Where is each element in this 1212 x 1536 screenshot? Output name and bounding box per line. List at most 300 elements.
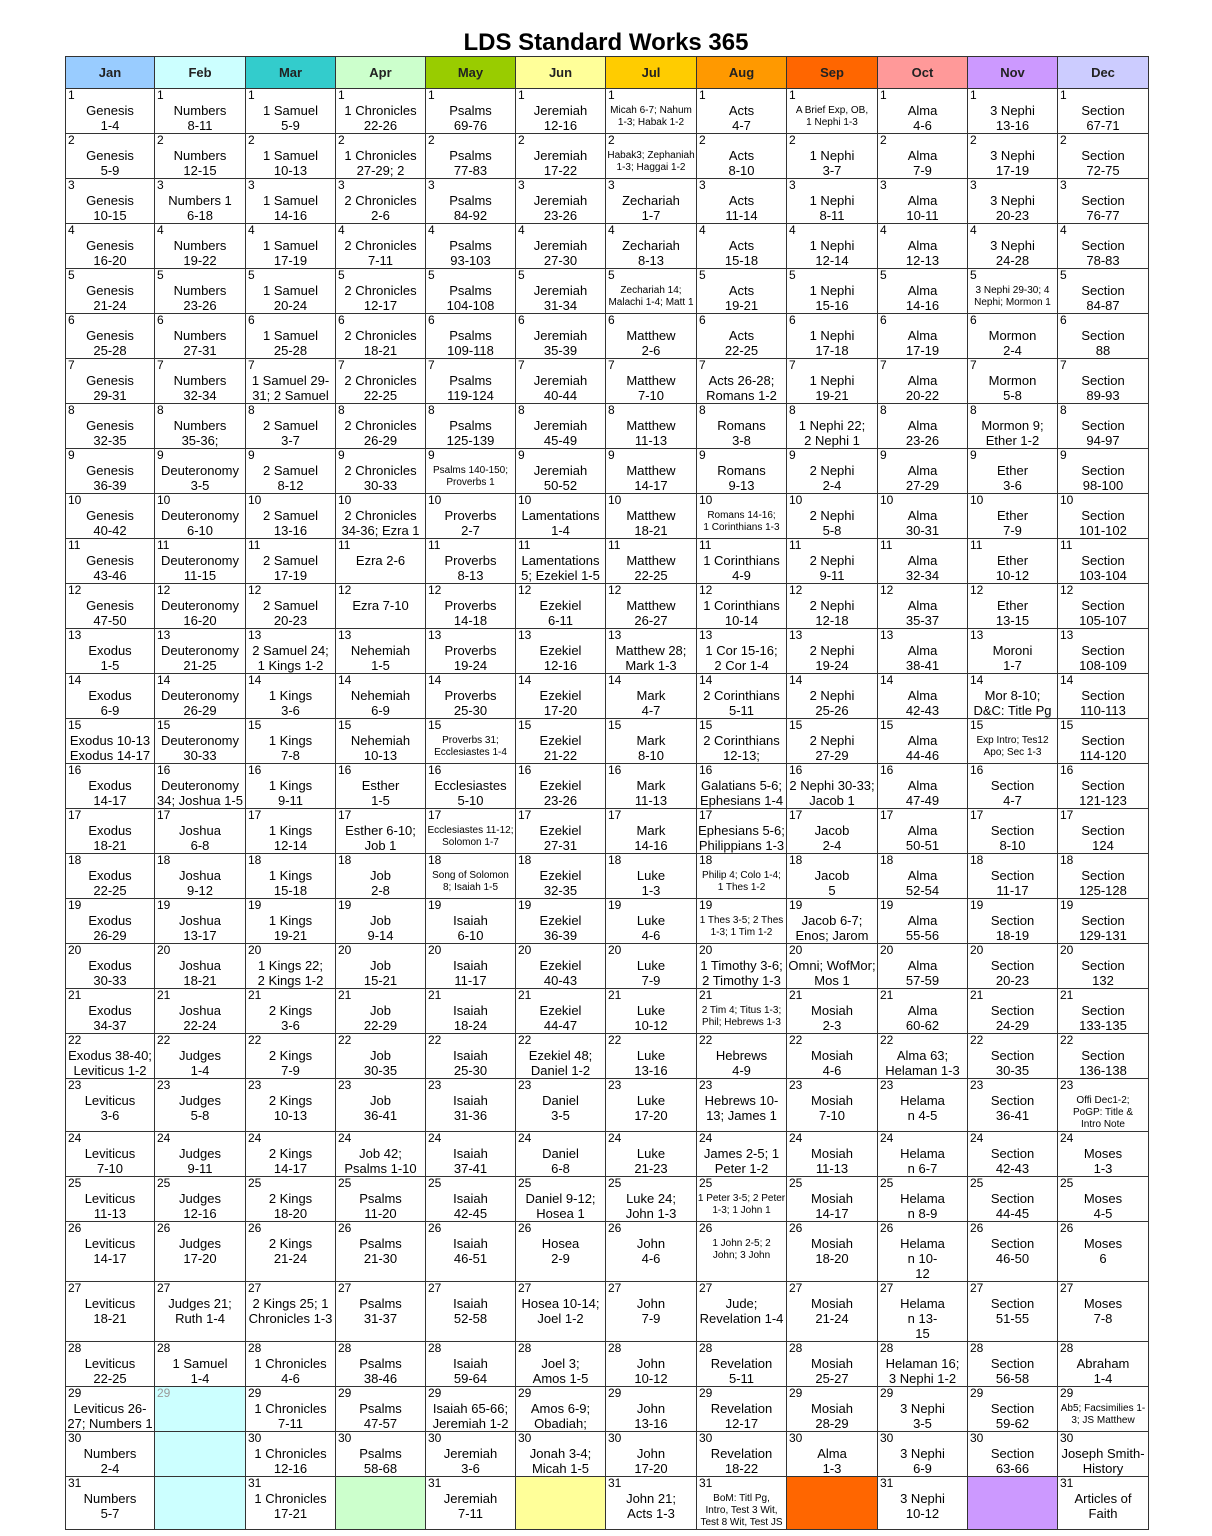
reading-text: Section 132 — [1081, 958, 1125, 988]
day-number: 26 — [518, 1221, 532, 1235]
reading-text: Ezekiel 40-43 — [539, 958, 582, 988]
reading-text: Section 42-43 — [990, 1146, 1035, 1176]
day-cell — [1058, 1177, 1149, 1222]
day-cell — [516, 989, 606, 1034]
reading-text: Section 46-50 — [990, 1236, 1035, 1266]
day-number: 7 — [608, 358, 615, 372]
day-cell — [606, 1034, 697, 1079]
day-cell — [155, 584, 246, 629]
day-number: 14 — [1060, 673, 1074, 687]
day-number: 16 — [518, 763, 532, 777]
reading-text: Genesis 29-31 — [86, 373, 134, 403]
reading-text: Helama n 13- 15 — [900, 1296, 945, 1341]
day-cell — [426, 764, 516, 809]
reading-text: Genesis 21-24 — [86, 283, 134, 313]
day-cell — [336, 1387, 426, 1432]
day-cell — [246, 449, 336, 494]
day-cell — [606, 1432, 697, 1477]
day-cell — [155, 449, 246, 494]
day-cell — [66, 764, 155, 809]
day-cell — [336, 629, 426, 674]
day-cell — [787, 1387, 878, 1432]
reading-text: Section 89-93 — [1081, 373, 1125, 403]
day-number: 24 — [880, 1131, 894, 1145]
reading-text: Alma 55-56 — [905, 913, 940, 943]
day-number: 12 — [1060, 583, 1074, 597]
reading-text: Moses 7-8 — [1083, 1296, 1123, 1326]
day-number: 29 — [789, 1386, 803, 1400]
reading-text: Mosiah 28-29 — [811, 1401, 853, 1431]
day-cell — [787, 89, 878, 134]
month-header-row — [66, 57, 1149, 89]
reading-text: Psalms 77-83 — [449, 148, 492, 178]
reading-text: John 4-6 — [636, 1236, 666, 1266]
reading-text: Psalms 119-124 — [447, 373, 494, 403]
day-number: 5 — [428, 268, 435, 282]
reading-text: 2 Kings 10-13 — [268, 1093, 313, 1123]
reading-text: Exodus 26-29 — [88, 913, 132, 943]
day-number: 17 — [338, 808, 352, 822]
empty-day-cell — [968, 1477, 1058, 1530]
reading-text: Genesis 1-4 — [86, 103, 134, 133]
day-number: 1 — [789, 88, 796, 102]
day-number: 9 — [248, 448, 255, 462]
day-number: 9 — [1060, 448, 1067, 462]
day-cell — [336, 1079, 426, 1132]
day-cell — [426, 89, 516, 134]
day-cell — [968, 719, 1058, 764]
day-cell — [66, 1222, 155, 1282]
reading-text: Psalms 125-139 — [446, 418, 495, 448]
day-number: 23 — [970, 1078, 984, 1092]
day-number: 8 — [338, 403, 345, 417]
day-cell — [878, 629, 968, 674]
reading-text: Mormon 5-8 — [988, 373, 1037, 403]
day-number: 21 — [428, 988, 442, 1002]
day-cell — [155, 1034, 246, 1079]
reading-text: Section 124 — [1081, 823, 1125, 853]
day-cell — [878, 539, 968, 584]
day-cell — [787, 359, 878, 404]
reading-text: Luke 24; John 1-3 — [625, 1191, 677, 1221]
day-cell — [606, 494, 697, 539]
day-number: 4 — [428, 223, 435, 237]
day-number: 4 — [338, 223, 345, 237]
day-row — [66, 1132, 1149, 1177]
day-number: 14 — [608, 673, 622, 687]
reading-text: Hosea 2-9 — [541, 1236, 580, 1266]
day-cell — [426, 314, 516, 359]
day-cell — [336, 1177, 426, 1222]
reading-text: 2 Nephi 12-18 — [809, 598, 855, 628]
day-cell — [66, 899, 155, 944]
day-number: 28 — [608, 1341, 622, 1355]
reading-text: Ecclesiastes 11-12; Solomon 1-7 — [427, 825, 514, 848]
day-cell — [516, 674, 606, 719]
day-number: 10 — [518, 493, 532, 507]
day-cell — [697, 629, 787, 674]
day-number: 27 — [608, 1281, 622, 1295]
day-cell — [697, 764, 787, 809]
day-number: 25 — [248, 1176, 262, 1190]
reading-text: Isaiah 65-66; Jeremiah 1-2 — [432, 1401, 509, 1431]
day-number: 30 — [428, 1431, 442, 1445]
day-number: 4 — [248, 223, 255, 237]
day-number: 27 — [248, 1281, 262, 1295]
day-number: 12 — [518, 583, 532, 597]
reading-text: Alma 35-37 — [905, 598, 940, 628]
day-cell — [968, 1132, 1058, 1177]
reading-text: Job 36-41 — [363, 1093, 398, 1123]
day-number: 21 — [608, 988, 622, 1002]
day-number: 10 — [699, 493, 713, 507]
reading-text: Section 103-104 — [1079, 553, 1127, 583]
day-number: 25 — [157, 1176, 171, 1190]
reading-text: 1 Samuel 25-28 — [263, 328, 318, 358]
day-number: 23 — [880, 1078, 894, 1092]
reading-text: Alma 44-46 — [905, 733, 940, 763]
reading-text: 2 Nephi 5-8 — [809, 508, 855, 538]
reading-text: Mosiah 7-10 — [811, 1093, 853, 1123]
reading-text: 1 Kings 7-8 — [268, 733, 313, 763]
reading-text: Section 133-135 — [1079, 1003, 1127, 1033]
day-cell — [516, 494, 606, 539]
day-number: 30 — [699, 1431, 713, 1445]
day-number: 17 — [428, 808, 442, 822]
reading-text: Exodus 30-33 — [88, 958, 132, 988]
day-cell — [968, 1177, 1058, 1222]
day-number: 6 — [428, 313, 435, 327]
reading-text: Proverbs 14-18 — [444, 598, 497, 628]
reading-text: Mark 11-13 — [634, 778, 668, 808]
day-cell — [606, 629, 697, 674]
day-cell — [878, 1132, 968, 1177]
day-cell — [516, 404, 606, 449]
day-cell — [426, 1387, 516, 1432]
day-cell — [336, 494, 426, 539]
day-cell — [516, 224, 606, 269]
reading-text: Psalms 109-118 — [447, 328, 494, 358]
reading-text: John 7-9 — [636, 1296, 666, 1326]
day-cell — [246, 1222, 336, 1282]
reading-text: Job 22-29 — [363, 1003, 398, 1033]
day-cell — [606, 359, 697, 404]
day-number: 6 — [699, 313, 706, 327]
day-number: 8 — [518, 403, 525, 417]
day-number: 23 — [518, 1078, 532, 1092]
reading-text: Helama n 6-7 — [900, 1146, 945, 1176]
day-number: 25 — [338, 1176, 352, 1190]
day-number: 24 — [338, 1131, 352, 1145]
reading-text: Luke 7-9 — [636, 958, 666, 988]
day-cell — [1058, 1034, 1149, 1079]
reading-text: Revelation 5-11 — [710, 1356, 773, 1386]
reading-text: Section 105-107 — [1079, 598, 1127, 628]
day-cell — [1058, 89, 1149, 134]
day-cell — [606, 719, 697, 764]
reading-text: Esther 6-10; Job 1 — [345, 823, 416, 853]
day-cell — [155, 1177, 246, 1222]
reading-text: Offi Dec1-2; PoGP: Title & Intro Note — [1072, 1095, 1134, 1130]
day-cell — [1058, 404, 1149, 449]
day-cell — [66, 359, 155, 404]
month-header-oct: Oct — [878, 57, 968, 89]
reading-text: Joshua 22-24 — [179, 1003, 221, 1033]
day-cell — [516, 1132, 606, 1177]
day-cell — [1058, 1387, 1149, 1432]
day-cell — [1058, 269, 1149, 314]
day-number: 29 — [880, 1386, 894, 1400]
day-number: 1 — [970, 88, 977, 102]
day-cell — [968, 539, 1058, 584]
day-number: 15 — [157, 718, 171, 732]
reading-text: Matthew 11-13 — [626, 418, 676, 448]
reading-text: Judges 9-11 — [179, 1146, 221, 1176]
day-number: 15 — [970, 718, 984, 732]
day-cell — [606, 1132, 697, 1177]
reading-text: 1 Timothy 3-6; 2 Timothy 1-3 — [700, 958, 783, 988]
day-number: 1 — [1060, 88, 1067, 102]
day-number: 8 — [880, 403, 887, 417]
day-number: 6 — [1060, 313, 1067, 327]
day-number: 10 — [428, 493, 442, 507]
reading-text: 3 Nephi 29-30; 4 Nephi; Mormon 1 — [974, 285, 1051, 308]
day-number: 8 — [699, 403, 706, 417]
day-number: 7 — [428, 358, 435, 372]
day-cell — [968, 1079, 1058, 1132]
day-cell — [66, 539, 155, 584]
day-number: 16 — [428, 763, 442, 777]
reading-text: Isaiah 46-51 — [453, 1236, 488, 1266]
day-number: 6 — [248, 313, 255, 327]
reading-text: Section 11-17 — [990, 868, 1035, 898]
day-number: 23 — [608, 1078, 622, 1092]
day-number: 12 — [157, 583, 171, 597]
day-number: 18 — [68, 853, 82, 867]
day-number: 10 — [608, 493, 622, 507]
day-cell — [66, 809, 155, 854]
reading-text: Judges 1-4 — [179, 1048, 221, 1078]
reading-text: Esther 1-5 — [361, 778, 400, 808]
reading-text: Psalms 84-92 — [449, 193, 492, 223]
day-cell — [1058, 539, 1149, 584]
day-number: 13 — [789, 628, 803, 642]
day-number: 21 — [68, 988, 82, 1002]
day-cell — [155, 944, 246, 989]
day-cell — [968, 224, 1058, 269]
day-number: 17 — [880, 808, 894, 822]
page-title: LDS Standard Works 365 — [463, 29, 749, 56]
day-number: 3 — [699, 178, 706, 192]
reading-text: Section 94-97 — [1081, 418, 1125, 448]
day-cell — [968, 764, 1058, 809]
reading-text: Psalms 21-30 — [359, 1236, 402, 1266]
day-cell — [787, 539, 878, 584]
day-cell — [336, 359, 426, 404]
day-row — [66, 719, 1149, 764]
day-cell — [968, 494, 1058, 539]
day-cell — [878, 1387, 968, 1432]
day-number: 14 — [248, 673, 262, 687]
reading-text: Mark 8-10 — [636, 733, 666, 763]
day-cell — [336, 179, 426, 224]
day-cell — [878, 944, 968, 989]
day-number: 10 — [68, 493, 82, 507]
day-cell — [1058, 674, 1149, 719]
day-number: 24 — [789, 1131, 803, 1145]
reading-text: Nehemiah 1-5 — [350, 643, 411, 673]
day-number: 21 — [880, 988, 894, 1002]
day-number: 26 — [1060, 1221, 1074, 1235]
day-cell — [155, 1079, 246, 1132]
day-number: 29 — [608, 1386, 622, 1400]
day-cell — [968, 1222, 1058, 1282]
day-number: 28 — [68, 1341, 82, 1355]
day-cell — [697, 809, 787, 854]
reading-text: Matthew 18-21 — [626, 508, 676, 538]
day-number: 11 — [789, 538, 802, 552]
day-number: 18 — [157, 853, 171, 867]
day-number: 13 — [880, 628, 894, 642]
reading-text: Alma 14-16 — [905, 283, 940, 313]
month-header-apr: Apr — [336, 57, 426, 89]
day-cell — [66, 1432, 155, 1477]
day-cell — [246, 674, 336, 719]
day-number: 11 — [518, 538, 531, 552]
day-cell — [66, 854, 155, 899]
day-number: 16 — [338, 763, 352, 777]
day-cell — [787, 629, 878, 674]
day-number: 3 — [880, 178, 887, 192]
day-cell — [878, 1177, 968, 1222]
reading-text: Mark 14-16 — [634, 823, 668, 853]
day-number: 2 — [157, 133, 164, 147]
reading-text: Proverbs 31; Ecclesiastes 1-4 — [434, 735, 507, 758]
day-number: 29 — [68, 1386, 82, 1400]
reading-text: John 21; Acts 1-3 — [626, 1491, 676, 1521]
day-cell — [878, 224, 968, 269]
reading-text: Section 114-120 — [1079, 733, 1127, 763]
day-cell — [1058, 1079, 1149, 1132]
day-number: 26 — [248, 1221, 262, 1235]
reading-text: Section 20-23 — [990, 958, 1035, 988]
day-cell — [697, 1387, 787, 1432]
reading-text: 1 Corinthians 4-9 — [703, 553, 780, 583]
reading-text: Joshua 13-17 — [179, 913, 221, 943]
day-number: 29 — [970, 1386, 984, 1400]
day-number: 1 — [248, 88, 255, 102]
reading-text: 2 Chronicles 22-25 — [344, 373, 417, 403]
day-cell — [336, 764, 426, 809]
day-number: 19 — [248, 898, 262, 912]
day-cell — [516, 764, 606, 809]
day-cell — [697, 1477, 787, 1530]
reading-text: Lamentations 5; Ezekiel 1-5 — [521, 553, 600, 583]
day-cell — [426, 179, 516, 224]
day-number: 6 — [970, 313, 977, 327]
day-cell — [787, 674, 878, 719]
reading-text: 3 Nephi 3-5 — [900, 1401, 945, 1431]
day-number: 23 — [699, 1078, 713, 1092]
day-number: 9 — [428, 448, 435, 462]
day-cell — [516, 1432, 606, 1477]
day-cell — [1058, 944, 1149, 989]
day-number: 11 — [880, 538, 893, 552]
day-cell — [516, 629, 606, 674]
day-cell — [336, 1222, 426, 1282]
day-number: 20 — [157, 943, 171, 957]
reading-text: Matthew 22-25 — [626, 553, 676, 583]
day-number: 21 — [248, 988, 262, 1002]
day-cell — [697, 359, 787, 404]
day-cell — [516, 584, 606, 629]
reading-text: Joshua 18-21 — [179, 958, 221, 988]
reading-text: 1 Nephi 17-18 — [809, 328, 855, 358]
day-cell — [878, 764, 968, 809]
day-cell — [516, 1034, 606, 1079]
day-number: 18 — [789, 853, 803, 867]
day-number: 15 — [428, 718, 442, 732]
day-cell — [66, 1177, 155, 1222]
day-cell — [968, 404, 1058, 449]
reading-text: 1 Chronicles 12-16 — [254, 1446, 327, 1476]
day-number: 24 — [248, 1131, 262, 1145]
reading-text: Job 15-21 — [363, 958, 398, 988]
day-number: 11 — [338, 538, 351, 552]
reading-text: Alma 30-31 — [905, 508, 940, 538]
day-cell — [246, 1132, 336, 1177]
reading-text: Section 56-58 — [990, 1356, 1035, 1386]
day-number: 27 — [68, 1281, 82, 1295]
day-cell — [66, 134, 155, 179]
day-cell — [697, 1342, 787, 1387]
day-cell — [426, 1222, 516, 1282]
day-number: 15 — [68, 718, 82, 732]
reading-text: Mosiah 18-20 — [811, 1236, 853, 1266]
day-cell — [787, 1222, 878, 1282]
day-number: 28 — [338, 1341, 352, 1355]
day-number: 19 — [428, 898, 442, 912]
day-cell — [155, 1342, 246, 1387]
day-number: 21 — [1060, 988, 1074, 1002]
day-number: 13 — [970, 628, 984, 642]
day-row — [66, 134, 1149, 179]
reading-text: Moses 6 — [1083, 1236, 1123, 1266]
day-cell — [336, 1282, 426, 1342]
day-row — [66, 1222, 1149, 1282]
day-number: 6 — [789, 313, 796, 327]
day-number: 4 — [68, 223, 75, 237]
reading-text: Section 78-83 — [1081, 238, 1125, 268]
reading-text: Leviticus 3-6 — [84, 1093, 136, 1123]
day-cell — [697, 674, 787, 719]
day-number: 19 — [970, 898, 984, 912]
day-cell — [787, 314, 878, 359]
reading-text: Ezekiel 6-11 — [539, 598, 582, 628]
day-row — [66, 1432, 1149, 1477]
reading-text: 2 Samuel 17-19 — [263, 553, 318, 583]
reading-text: Moses 4-5 — [1083, 1191, 1123, 1221]
day-cell — [1058, 134, 1149, 179]
day-cell — [66, 314, 155, 359]
day-cell — [697, 584, 787, 629]
reading-text: 2 Samuel 20-23 — [263, 598, 318, 628]
reading-text: Leviticus 22-25 — [84, 1356, 136, 1386]
day-number: 11 — [608, 538, 621, 552]
reading-text: Romans 3-8 — [717, 418, 766, 448]
day-number: 13 — [428, 628, 442, 642]
day-number: 25 — [68, 1176, 82, 1190]
